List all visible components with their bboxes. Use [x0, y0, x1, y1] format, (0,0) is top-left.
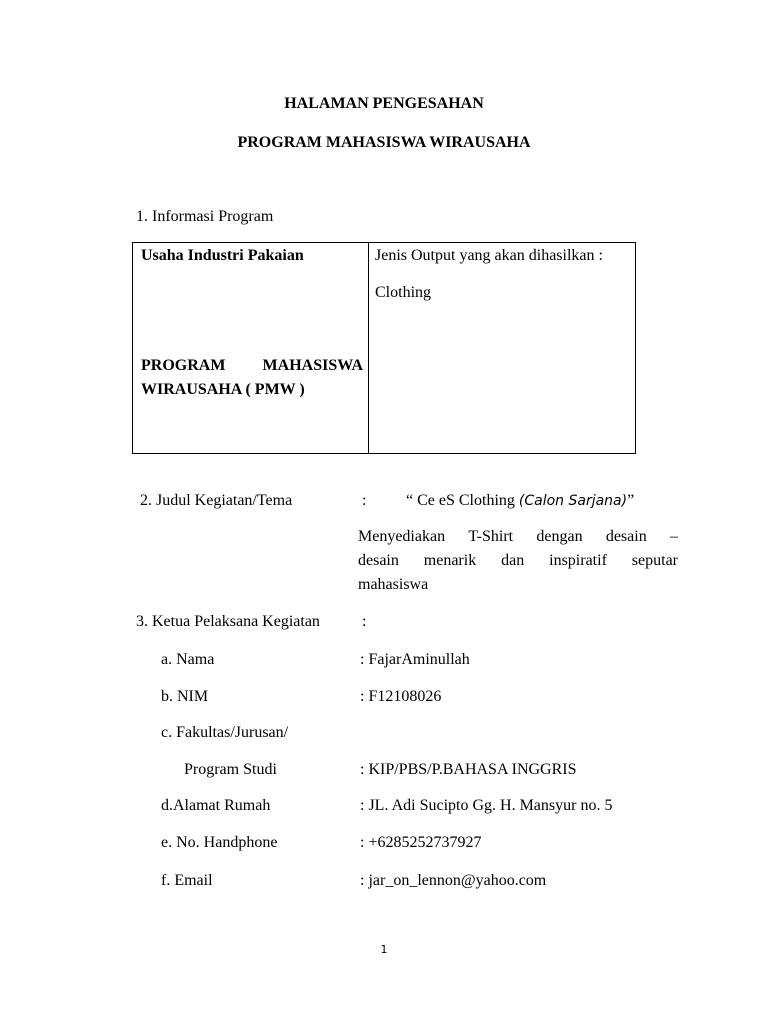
- study-program-label: Program Studi: [184, 761, 277, 778]
- activity-title-close: ”: [627, 492, 635, 509]
- name-label: a. Nama: [161, 651, 215, 668]
- page-subtitle: PROGRAM MAHASISWA WIRAUSAHA: [237, 134, 531, 151]
- page-title: HALAMAN PENGESAHAN: [284, 95, 484, 112]
- section-2-colon: :: [362, 492, 367, 509]
- output-label-cell: Jenis Output yang akan dihasilkan :: [375, 247, 603, 264]
- nim-value: : F12108026: [360, 688, 442, 705]
- section-3-heading: 3. Ketua Pelaksana Kegiatan: [136, 613, 320, 630]
- name-value: : FajarAminullah: [360, 651, 470, 668]
- program-word: PROGRAM: [141, 357, 226, 374]
- program-info-table: [132, 242, 636, 454]
- description-line: desain menarik dan inspiratif seputar: [358, 552, 678, 569]
- address-value: : JL. Adi Sucipto Gg. H. Mansyur no. 5: [360, 797, 613, 814]
- section-1-heading: 1. Informasi Program: [136, 208, 274, 225]
- table-column-divider: [368, 243, 369, 453]
- program-line-2: WIRAUSAHA ( PMW ): [141, 381, 305, 398]
- description-line: mahasiswa: [358, 576, 429, 593]
- study-program-value: : KIP/PBS/P.BAHASA INGGRIS: [360, 761, 577, 778]
- activity-title-main: “ Ce eS Clothing: [406, 492, 519, 509]
- program-word: MAHASISWA: [262, 357, 363, 374]
- section-3-colon: :: [362, 613, 367, 630]
- activity-title: [406, 492, 634, 510]
- address-label: d.Alamat Rumah: [161, 797, 271, 814]
- page-number: 1: [380, 943, 388, 956]
- activity-title-paren: (Calon Sarjana): [518, 493, 628, 509]
- phone-value: : +6285252737927: [360, 834, 482, 851]
- program-name-cell: [141, 354, 363, 402]
- description-line: Menyediakan T-Shirt dengan desain –: [358, 528, 678, 545]
- email-value: : jar_on_lennon@yahoo.com: [360, 872, 547, 889]
- faculty-label: c. Fakultas/Jurusan/: [161, 724, 289, 741]
- section-2-heading: 2. Judul Kegiatan/Tema: [140, 492, 293, 509]
- email-label: f. Email: [161, 872, 213, 889]
- activity-description: [358, 525, 678, 597]
- business-name-cell: Usaha Industri Pakaian: [141, 247, 304, 264]
- nim-label: b. NIM: [161, 688, 209, 705]
- phone-label: e. No. Handphone: [161, 834, 278, 851]
- output-value-cell: Clothing: [375, 284, 432, 301]
